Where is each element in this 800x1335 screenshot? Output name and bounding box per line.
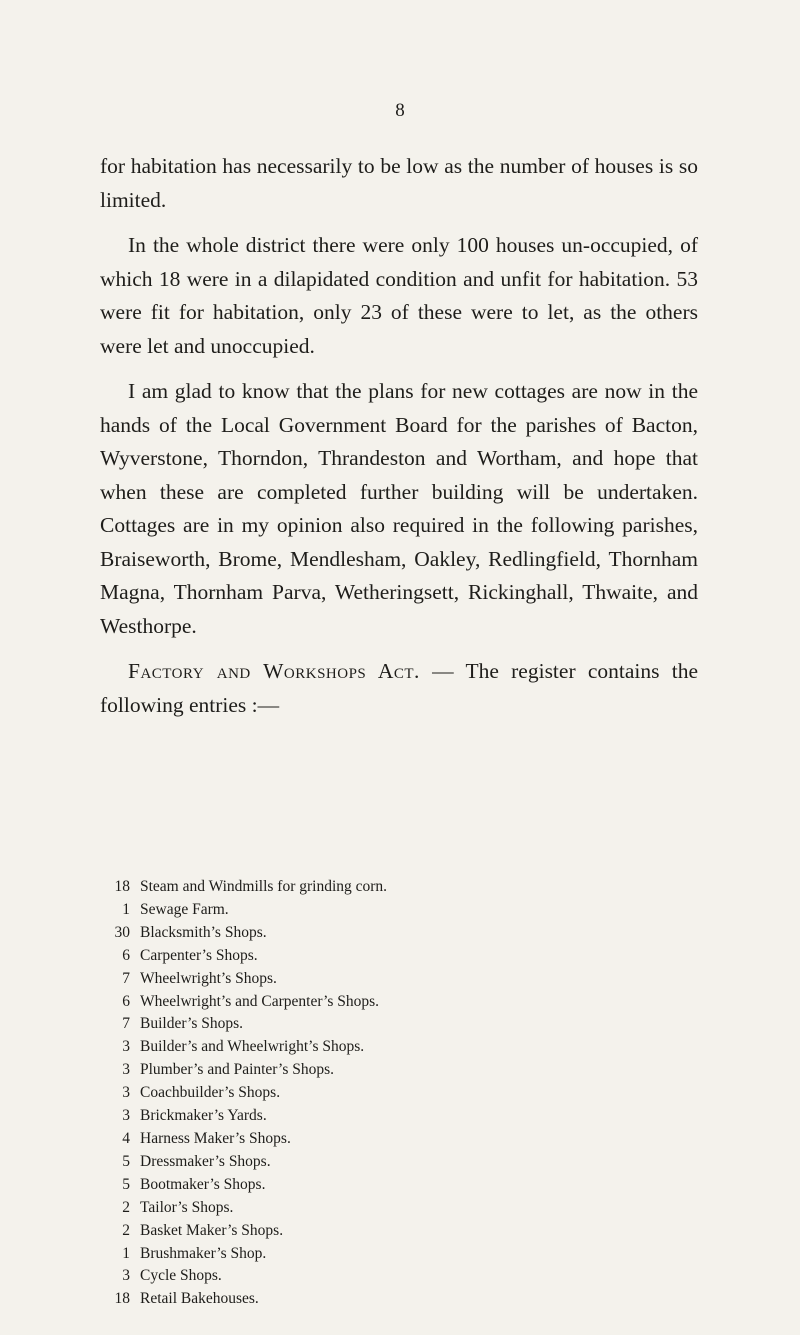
register-row xyxy=(100,968,700,991)
register-description: Retail Bakehouses. xyxy=(140,1290,259,1308)
register-count: 2 xyxy=(122,1221,130,1239)
register-count: 18 xyxy=(114,878,130,895)
register-description: Builder’s and Wheelwright’s Shops. xyxy=(140,1038,365,1056)
register-row xyxy=(100,1036,700,1059)
register-description: Carpenter’s Shops. xyxy=(140,946,258,964)
register-count: 5 xyxy=(122,1175,130,1193)
register-row xyxy=(100,1013,700,1036)
paragraph-2: In the whole district there were only 100 houses un-occupied, of which 18 were in a dilapidated condition and unfit for habitation. 53 were fit for habitation, only 23 of these were to let, as the others were let and unoccupied. xyxy=(100,233,698,358)
register-description: Dressmaker’s Shops. xyxy=(140,1152,271,1170)
register-row xyxy=(100,899,700,922)
register-row xyxy=(100,1128,700,1151)
register-row xyxy=(100,1151,700,1174)
register-description: Plumber’s and Painter’s Shops. xyxy=(140,1061,335,1079)
register-description: Basket Maker’s Shops. xyxy=(140,1221,284,1239)
register-count: 30 xyxy=(114,923,130,941)
register-row xyxy=(100,1220,700,1243)
body-text xyxy=(100,150,698,734)
register-count: 4 xyxy=(122,1129,130,1147)
register-row xyxy=(100,922,700,945)
register-row xyxy=(100,1243,700,1266)
register-count: 2 xyxy=(122,1198,130,1216)
register-description: Tailor’s Shops. xyxy=(140,1198,234,1216)
register-row xyxy=(100,876,700,899)
register-description: Builder’s Shops. xyxy=(140,1015,244,1033)
register-row xyxy=(100,1197,700,1220)
register-count: 3 xyxy=(122,1084,130,1102)
register-count: 7 xyxy=(122,1015,130,1033)
register-row xyxy=(100,1082,700,1105)
register-description: Harness Maker’s Shops. xyxy=(140,1129,291,1147)
register-row xyxy=(100,1288,700,1311)
register-count: 3 xyxy=(122,1107,130,1125)
register-row xyxy=(100,991,700,1014)
register-count: 6 xyxy=(122,992,130,1010)
factory-act-heading: Factory and Workshops Act. xyxy=(128,659,420,683)
register-count: 3 xyxy=(122,1267,130,1285)
register-description: Steam and Windmills for grinding corn. xyxy=(140,878,388,895)
register-description: Wheelwright’s Shops. xyxy=(140,969,277,987)
register-count: 18 xyxy=(114,1290,130,1308)
register-row xyxy=(100,1105,700,1128)
register-description: Coachbuilder’s Shops. xyxy=(140,1084,281,1102)
register-description: Wheelwright’s and Carpenter’s Shops. xyxy=(140,992,380,1010)
paragraph-factory-act xyxy=(100,655,698,722)
register-row xyxy=(100,1174,700,1197)
register-count: 6 xyxy=(122,946,130,964)
paragraph-3: I am glad to know that the plans for new cottages are now in the hands of the Local Government Board for the parishes of Bacton, Wyverstone, Thorndon, Thrandeston and Wortham, and hope that when these are completed further building will be undertaken. Cottages are in my opinion also required in the following parishes, Braiseworth, Brome, Mendlesham, Oakley, Redlingfield, Thornham Magna, Thornham Parva, Wetheringsett, Rickinghall, Thwaite, and Westhorpe. xyxy=(100,379,698,638)
page-number: 8 xyxy=(395,100,405,121)
register-list xyxy=(100,876,700,1311)
paragraph-1: for habitation has necessarily to be low as the number of houses is so limited. xyxy=(100,154,698,212)
register-count: 3 xyxy=(122,1038,130,1056)
register-count: 7 xyxy=(122,969,130,987)
register-description: Blacksmith’s Shops. xyxy=(140,923,267,941)
register-description: Cycle Shops. xyxy=(140,1267,222,1285)
register-row xyxy=(100,1059,700,1082)
register-row xyxy=(100,945,700,968)
register-count: 3 xyxy=(122,1061,130,1079)
register-count: 5 xyxy=(122,1152,130,1170)
register-row xyxy=(100,1265,700,1288)
register-description: Brushmaker’s Shop. xyxy=(140,1244,267,1262)
factory-act-text: — The register contains the following entries :— xyxy=(100,659,698,717)
register-description: Brickmaker’s Yards. xyxy=(140,1107,267,1125)
register-description: Bootmaker’s Shops. xyxy=(140,1175,266,1193)
register-count: 1 xyxy=(122,900,130,918)
register-count: 1 xyxy=(122,1244,130,1262)
register-description: Sewage Farm. xyxy=(140,900,229,918)
